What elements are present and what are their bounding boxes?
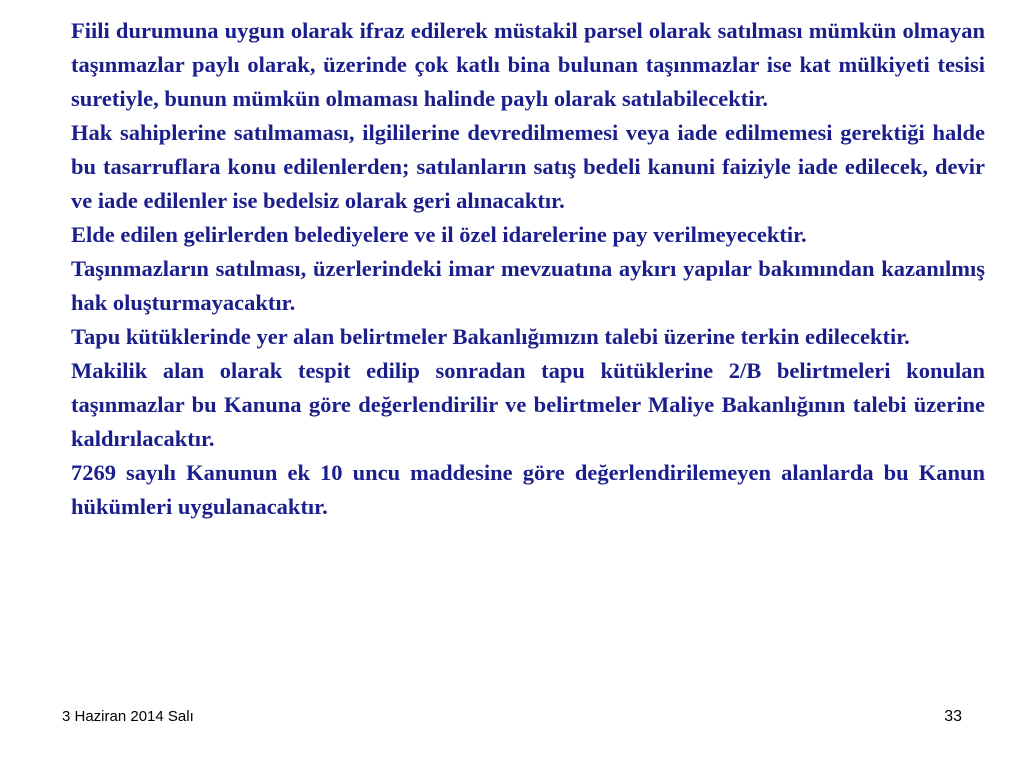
paragraph-6: Makilik alan olarak tespit edilip sonradan tapu kütüklerine 2/B belirtmeleri konulan taşınmazlar bu Kanuna göre değerlendirilir ve belirtmeler Maliye Bakanlığının talebi üzerine kaldırılacaktır. [71, 358, 985, 451]
paragraph-1: Fiili durumuna uygun olarak ifraz edilerek müstakil parsel olarak satılması mümkün olmayan taşınmazlar paylı olarak, üzerinde çok katlı bina bulunan taşınmazlar ise kat mülkiyeti tesisi suretiyle, bunun mümkün olmaması halinde paylı olarak satılabilecektir. [71, 18, 985, 111]
paragraph-5: Tapu kütüklerinde yer alan belirtmeler Bakanlığımızın talebi üzerine terkin edilecektir. [71, 324, 910, 349]
paragraph-3: Elde edilen gelirlerden belediyelere ve il özel idarelerine pay verilmeyecektir. [71, 222, 807, 247]
paragraph-7: 7269 sayılı Kanunun ek 10 uncu maddesine göre değerlendirilemeyen alanlarda bu Kanun hükümleri uygulanacaktır. [71, 460, 985, 519]
paragraph-4: Taşınmazların satılması, üzerlerindeki imar mevzuatına aykırı yapılar bakımından kazanılmış hak oluşturmayacaktır. [71, 256, 985, 315]
paragraph-2: Hak sahiplerine satılmaması, ilgililerine devredilmemesi veya iade edilmemesi gerektiği halde bu tasarruflara konu edilenlerden; satılanların satış bedeli kanuni faiziyle iade edilecek, devir ve iade edilenler ise bedelsiz olarak geri alınacaktır. [71, 120, 985, 213]
slide-body [71, 14, 985, 524]
footer-date: 3 Haziran 2014 Salı [62, 708, 194, 725]
page-number: 33 [944, 708, 962, 725]
